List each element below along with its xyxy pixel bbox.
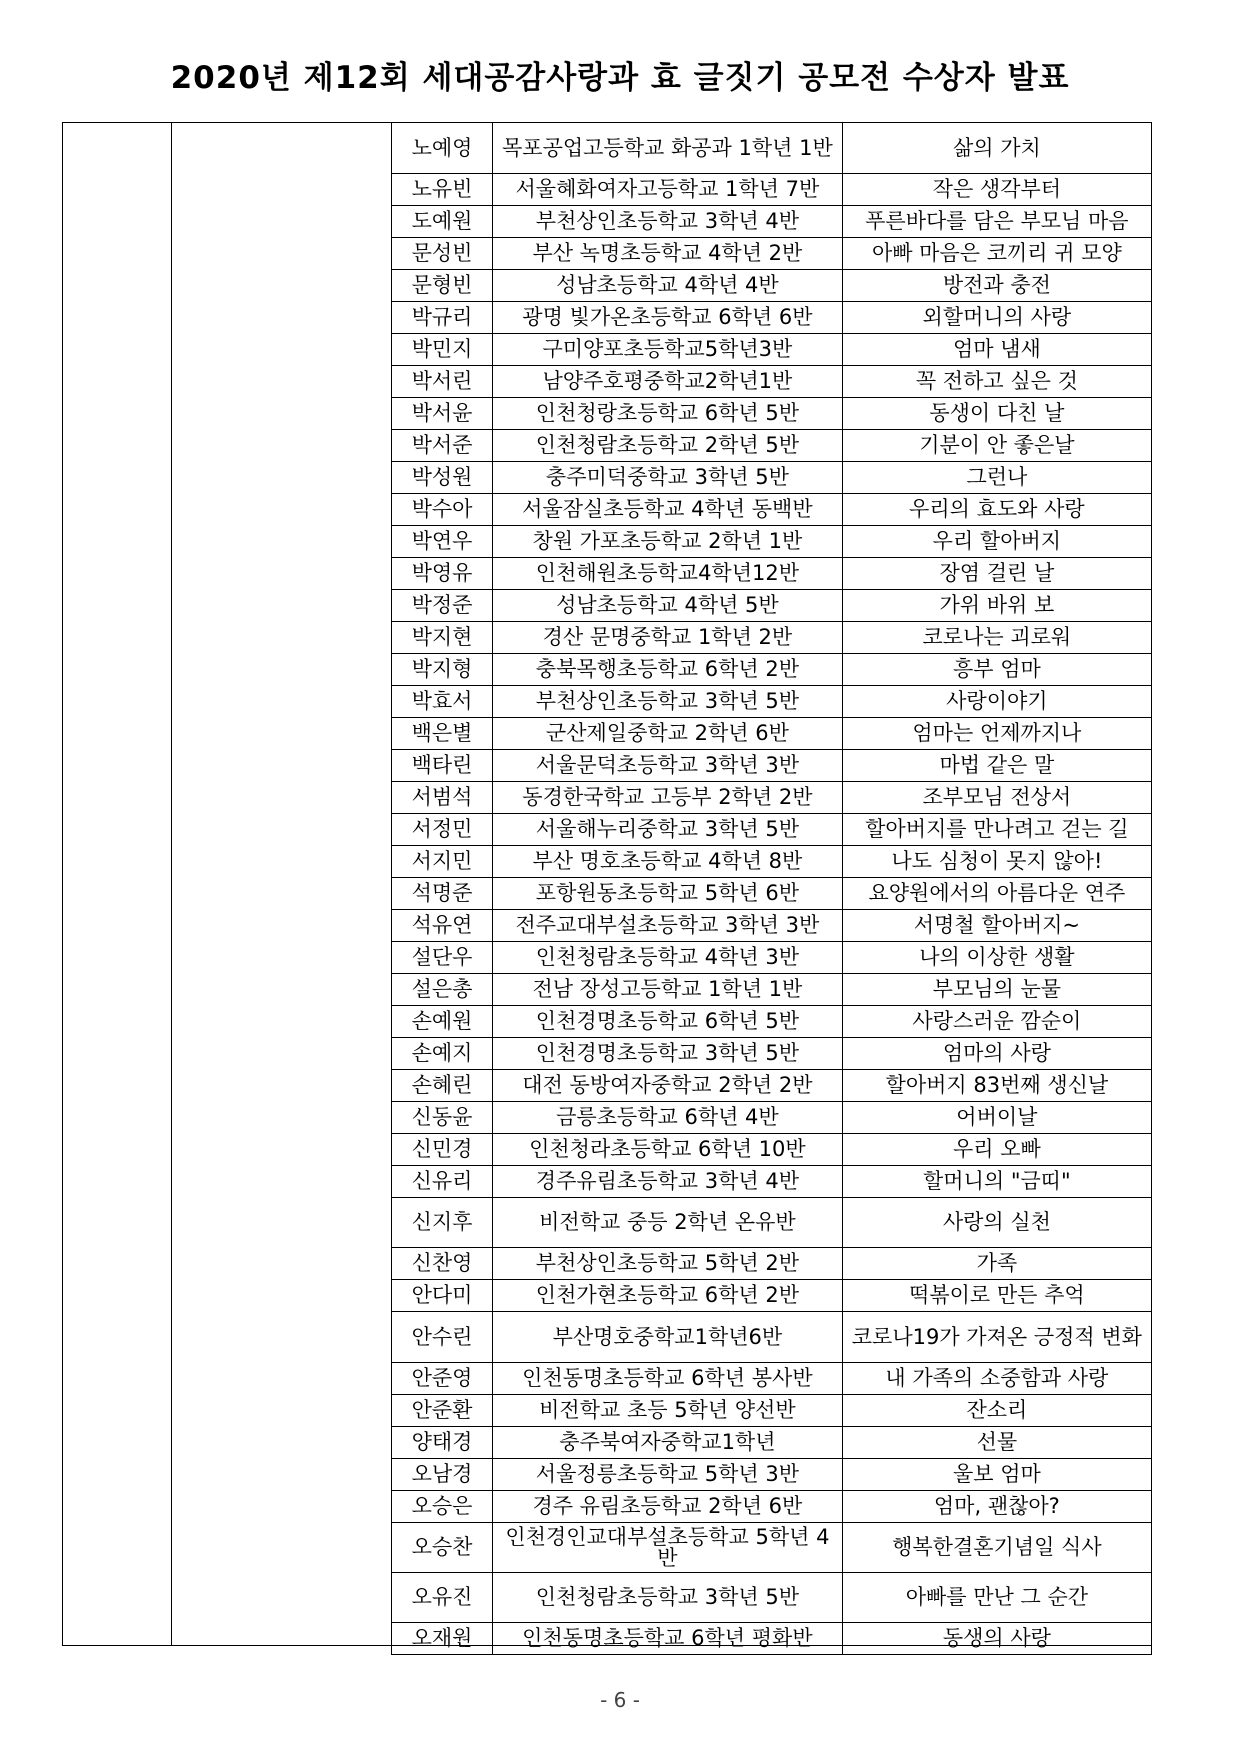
winner-name: 오남경 [392,1459,493,1491]
essay-title: 동생이 다친 날 [842,398,1151,430]
essay-title: 아빠를 만난 그 순간 [842,1573,1151,1623]
winner-name: 박연우 [392,526,493,558]
school-name: 서울잠실초등학교 4학년 동백반 [493,494,843,526]
school-name: 인천경명초등학교 6학년 5반 [493,1006,843,1038]
essay-title: 할아버지 83번째 생신날 [842,1070,1151,1102]
school-name: 인천청람초등학교 4학년 3반 [493,942,843,974]
winner-name: 안다미 [392,1280,493,1312]
school-name: 인천청랑초등학교 6학년 5반 [493,398,843,430]
school-name: 비전학교 초등 5학년 양선반 [493,1395,843,1427]
essay-title: 선물 [842,1427,1151,1459]
table-row [392,1427,1152,1459]
winner-name: 신찬영 [392,1248,493,1280]
winners-table [391,122,1152,1655]
table-row [392,1491,1152,1523]
winner-name: 박서윤 [392,398,493,430]
school-name: 부천상인초등학교 5학년 2반 [493,1248,843,1280]
school-name: 금릉초등학교 6학년 4반 [493,1102,843,1134]
winner-name: 박정준 [392,590,493,622]
winner-name: 설은총 [392,974,493,1006]
winner-name: 도예원 [392,206,493,238]
essay-title: 행복한결혼기념일 식사 [842,1523,1151,1573]
winner-name: 박영유 [392,558,493,590]
winner-name: 신지후 [392,1198,493,1248]
school-name: 서울문덕초등학교 3학년 3반 [493,750,843,782]
essay-title: 엄마는 언제까지나 [842,718,1151,750]
table-row [392,1623,1152,1655]
essay-title: 우리 할아버지 [842,526,1151,558]
table-row [392,270,1152,302]
essay-title: 코로나19가 가져온 긍정적 변화 [842,1312,1151,1363]
table-row [392,462,1152,494]
winner-name: 서정민 [392,814,493,846]
school-name: 전주교대부설초등학교 3학년 3반 [493,910,843,942]
table-row [392,494,1152,526]
essay-title: 조부모님 전상서 [842,782,1151,814]
school-name: 경주유림초등학교 3학년 4반 [493,1166,843,1198]
table-row [392,910,1152,942]
winner-name: 손혜린 [392,1070,493,1102]
winner-name: 오유진 [392,1573,493,1623]
essay-title: 할머니의 "금띠" [842,1166,1151,1198]
school-name: 인천경명초등학교 3학년 5반 [493,1038,843,1070]
school-name: 충주미덕중학교 3학년 5반 [493,462,843,494]
essay-title: 가위 바위 보 [842,590,1151,622]
table-row [392,654,1152,686]
winner-name: 신유리 [392,1166,493,1198]
winner-name: 박지현 [392,622,493,654]
school-name: 부산명호중학교1학년6반 [493,1312,843,1363]
table-row [392,174,1152,206]
essay-title: 잔소리 [842,1395,1151,1427]
winner-name: 박지형 [392,654,493,686]
table-row [392,302,1152,334]
winner-name: 설단우 [392,942,493,974]
essay-title: 요양원에서의 아름다운 연주 [842,878,1151,910]
school-name: 광명 빛가온초등학교 6학년 6반 [493,302,843,334]
table-row [392,1166,1152,1198]
essay-title: 떡볶이로 만든 추억 [842,1280,1151,1312]
essay-title: 장염 걸린 날 [842,558,1151,590]
school-name: 충주북여자중학교1학년 [493,1427,843,1459]
school-name: 인천경인교대부설초등학교 5학년 4반 [493,1523,843,1573]
school-name: 포항원동초등학교 5학년 6반 [493,878,843,910]
school-name: 부천상인초등학교 3학년 4반 [493,206,843,238]
table-row [392,1070,1152,1102]
school-name: 인천동명초등학교 6학년 봉사반 [493,1363,843,1395]
essay-title: 푸른바다를 담은 부모님 마음 [842,206,1151,238]
table-row [392,846,1152,878]
essay-title: 부모님의 눈물 [842,974,1151,1006]
winner-name: 양태경 [392,1427,493,1459]
school-name: 대전 동방여자중학교 2학년 2반 [493,1070,843,1102]
school-name: 비전학교 중등 2학년 온유반 [493,1198,843,1248]
table-row [392,1102,1152,1134]
school-name: 서울혜화여자고등학교 1학년 7반 [493,174,843,206]
table-row [392,206,1152,238]
school-name: 인천청람초등학교 2학년 5반 [493,430,843,462]
essay-title: 마법 같은 말 [842,750,1151,782]
essay-title: 엄마의 사랑 [842,1038,1151,1070]
table-row [392,1248,1152,1280]
essay-title: 우리 오빠 [842,1134,1151,1166]
winner-name: 서범석 [392,782,493,814]
table-row [392,1280,1152,1312]
essay-title: 외할머니의 사랑 [842,302,1151,334]
essay-title: 흥부 엄마 [842,654,1151,686]
school-name: 인천청람초등학교 3학년 5반 [493,1573,843,1623]
essay-title: 내 가족의 소중함과 사랑 [842,1363,1151,1395]
school-name: 전남 장성고등학교 1학년 1반 [493,974,843,1006]
essay-title: 엄마 냄새 [842,334,1151,366]
essay-title: 할아버지를 만나려고 걷는 길 [842,814,1151,846]
winner-name: 백은별 [392,718,493,750]
winner-name: 서지민 [392,846,493,878]
winner-name: 노유빈 [392,174,493,206]
winner-name: 신동윤 [392,1102,493,1134]
table-row [392,1395,1152,1427]
essay-title: 사랑스러운 깜순이 [842,1006,1151,1038]
school-name: 동경한국학교 고등부 2학년 2반 [493,782,843,814]
table-row [392,334,1152,366]
table-row [392,590,1152,622]
table-row [392,878,1152,910]
essay-title: 사랑의 실천 [842,1198,1151,1248]
essay-title: 울보 엄마 [842,1459,1151,1491]
page-number: - 6 - [600,1688,640,1712]
school-name: 성남초등학교 4학년 5반 [493,590,843,622]
table-row [392,718,1152,750]
winner-name: 박수아 [392,494,493,526]
table-row [392,123,1152,174]
school-name: 부산 녹명초등학교 4학년 2반 [493,238,843,270]
essay-title: 사랑이야기 [842,686,1151,718]
table-row [392,974,1152,1006]
table-row [392,238,1152,270]
winner-name: 안준환 [392,1395,493,1427]
winner-name: 박서준 [392,430,493,462]
school-name: 부산 명호초등학교 4학년 8반 [493,846,843,878]
table-row [392,686,1152,718]
essay-title: 가족 [842,1248,1151,1280]
winner-name: 박민지 [392,334,493,366]
school-name: 남양주호평중학교2학년1반 [493,366,843,398]
school-name: 인천해원초등학교4학년12반 [493,558,843,590]
table-row [392,1573,1152,1623]
table-row [392,1312,1152,1363]
school-name: 경산 문명중학교 1학년 2반 [493,622,843,654]
essay-title: 꼭 전하고 싶은 것 [842,366,1151,398]
school-name: 성남초등학교 4학년 4반 [493,270,843,302]
winner-name: 오승은 [392,1491,493,1523]
school-name: 서울해누리중학교 3학년 5반 [493,814,843,846]
essay-title: 방전과 충전 [842,270,1151,302]
table-row [392,782,1152,814]
column-divider [171,122,172,1646]
table-row [392,1363,1152,1395]
winner-name: 오승찬 [392,1523,493,1573]
winner-name: 문성빈 [392,238,493,270]
winner-name: 박규리 [392,302,493,334]
essay-title: 서명철 할아버지~ [842,910,1151,942]
table-row [392,1134,1152,1166]
essay-title: 삶의 가치 [842,123,1151,174]
winner-name: 문형빈 [392,270,493,302]
essay-title: 어버이날 [842,1102,1151,1134]
winner-name: 손예지 [392,1038,493,1070]
table-row [392,1459,1152,1491]
table-row [392,750,1152,782]
table-row [392,430,1152,462]
essay-title: 코로나는 괴로워 [842,622,1151,654]
table-row [392,366,1152,398]
winner-name: 박서린 [392,366,493,398]
school-name: 인천가현초등학교 6학년 2반 [493,1280,843,1312]
school-name: 인천청라초등학교 6학년 10반 [493,1134,843,1166]
school-name: 인천동명초등학교 6학년 평화반 [493,1623,843,1655]
essay-title: 나의 이상한 생활 [842,942,1151,974]
winner-name: 신민경 [392,1134,493,1166]
winner-name: 오재원 [392,1623,493,1655]
table-row [392,1523,1152,1573]
winner-name: 석유연 [392,910,493,942]
winner-name: 백타린 [392,750,493,782]
school-name: 경주 유림초등학교 2학년 6반 [493,1491,843,1523]
essay-title: 기분이 안 좋은날 [842,430,1151,462]
school-name: 창원 가포초등학교 2학년 1반 [493,526,843,558]
table-row [392,398,1152,430]
winner-name: 손예원 [392,1006,493,1038]
table-row [392,942,1152,974]
school-name: 서울정릉초등학교 5학년 3반 [493,1459,843,1491]
winner-name: 석명준 [392,878,493,910]
essay-title: 나도 심청이 못지 않아! [842,846,1151,878]
school-name: 구미양포초등학교5학년3반 [493,334,843,366]
school-name: 목포공업고등학교 화공과 1학년 1반 [493,123,843,174]
winner-name: 박성원 [392,462,493,494]
school-name: 부천상인초등학교 3학년 5반 [493,686,843,718]
essay-title: 그런나 [842,462,1151,494]
essay-title: 우리의 효도와 사랑 [842,494,1151,526]
essay-title: 동생의 사랑 [842,1623,1151,1655]
essay-title: 작은 생각부터 [842,174,1151,206]
essay-title: 아빠 마음은 코끼리 귀 모양 [842,238,1151,270]
table-row [392,622,1152,654]
winners-table-body [392,123,1152,1655]
page-title: 2020년 제12회 세대공감사랑과 효 글짓기 공모전 수상자 발표 [170,60,1070,96]
school-name: 충북목행초등학교 6학년 2반 [493,654,843,686]
essay-title: 엄마, 괜찮아? [842,1491,1151,1523]
table-row [392,1006,1152,1038]
winner-name: 박효서 [392,686,493,718]
winner-name: 안준영 [392,1363,493,1395]
table-row [392,1198,1152,1248]
winner-name: 노예영 [392,123,493,174]
school-name: 군산제일중학교 2학년 6반 [493,718,843,750]
table-row [392,558,1152,590]
winner-name: 안수린 [392,1312,493,1363]
table-row [392,526,1152,558]
table-row [392,1038,1152,1070]
table-row [392,814,1152,846]
